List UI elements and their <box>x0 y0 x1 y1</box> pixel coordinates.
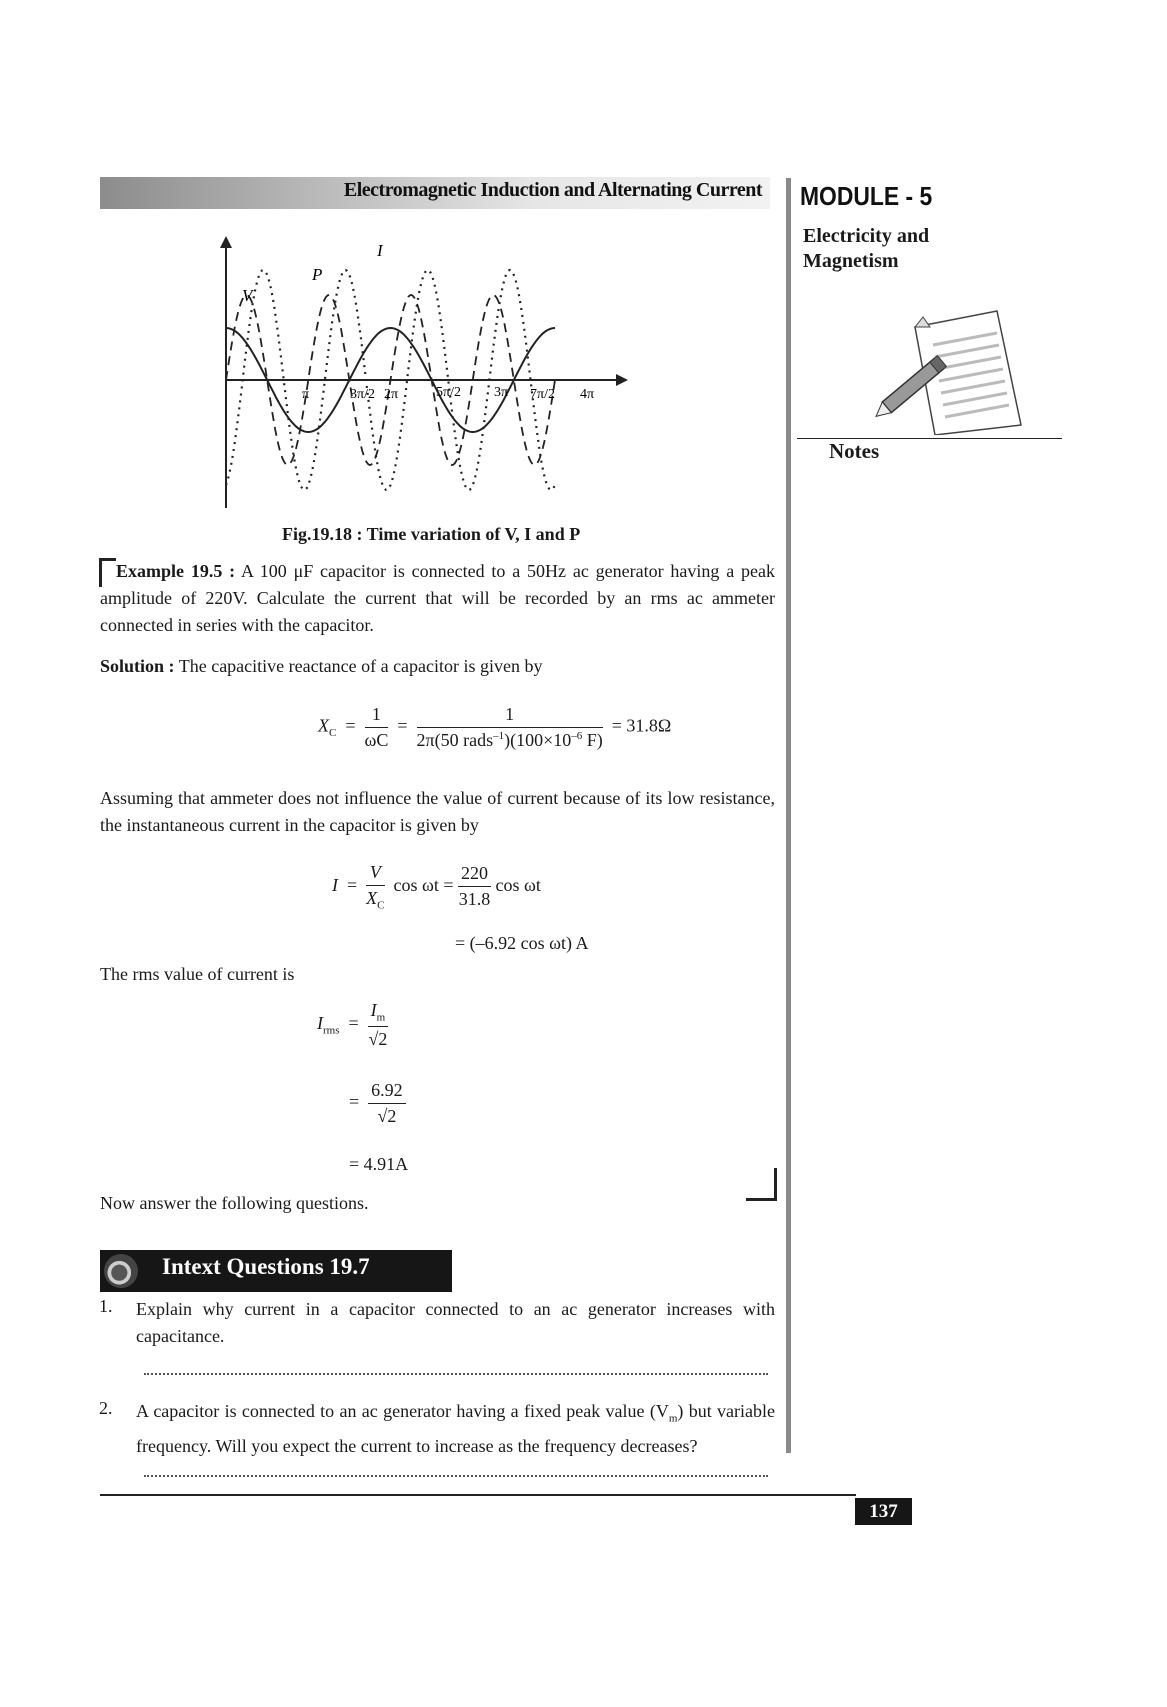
now-answer: Now answer the following questions. <box>100 1193 369 1213</box>
question-icon <box>104 1254 138 1288</box>
footer-rule <box>100 1494 856 1496</box>
solution-label: Solution : <box>100 656 175 676</box>
question-1-number: 1. <box>99 1296 113 1316</box>
tick-label-pi: π <box>302 387 310 402</box>
question-1-text: Explain why current in a capacitor connected to an ac generator increases with capacitance. <box>136 1299 775 1346</box>
eq2-tail: cos ωt <box>495 874 541 895</box>
tick-label-7pi-2: 7π/2 <box>530 387 555 402</box>
question-2-number: 2. <box>99 1398 113 1418</box>
module-subtitle-line1: Electricity and <box>803 225 930 247</box>
eq4-frac <box>368 1000 389 1050</box>
eq1-den-b: )(100×10 <box>504 730 572 750</box>
eq5-den: √2 <box>377 1106 397 1126</box>
example-paragraph <box>100 558 775 639</box>
eq2-frac1-num <box>366 862 384 886</box>
eq1-frac1-den: ωC <box>364 730 389 750</box>
eq4-lhs-sub: rms <box>323 1024 340 1037</box>
eq4-den: √2 <box>368 1028 388 1049</box>
example-label: Example 19.5 : <box>116 561 236 581</box>
current-equation: I = $\frac{V}{X_C}$ cos ωt = $\frac{220}{31.8}$ cos ωt <box>332 862 541 912</box>
eq1-den-a: 2π(50 rads <box>416 730 494 750</box>
eq2-lhs: I <box>332 874 338 895</box>
eq4-num <box>368 1000 389 1027</box>
eq1-den-c: F) <box>582 730 603 750</box>
label-i: I <box>377 241 383 260</box>
current-result: = (–6.92 cos ωt) A <box>455 933 589 953</box>
question-2-sub: m <box>668 1412 678 1425</box>
tick-label-3pi: 3π <box>494 385 509 400</box>
module-label: MODULE - 5 <box>800 181 933 211</box>
module-subtitle-line2: Magnetism <box>803 250 899 272</box>
rms-equation: $I_{rms}$ = $\frac{I_m}{√2}$ <box>317 1000 388 1049</box>
rms-intro: The rms value of current is <box>100 964 295 984</box>
solution-paragraph <box>100 653 775 680</box>
notes-pencil-icon <box>875 305 1025 435</box>
rms-result: = 4.91A <box>349 1154 409 1174</box>
eq4-num-i: I <box>370 1000 377 1020</box>
eq2-frac2-num: 220 <box>458 863 491 887</box>
module-subtitle <box>803 224 929 274</box>
eq2-frac2 <box>458 863 491 910</box>
notes-label: Notes <box>829 439 880 463</box>
eq1-result: = 31.8Ω <box>611 715 672 736</box>
running-header-title: Electromagnetic Induction and Alternating Current <box>343 179 762 201</box>
question-2-text-b: ) but variable frequency. Will you expect the current to increase as the frequency decreases? <box>136 1401 775 1456</box>
eq2-num-v: V <box>369 862 381 882</box>
vip-time-variation-plot <box>210 228 630 518</box>
solution-text: The capacitive reactance of a capacitor is given by <box>178 656 543 676</box>
tick-label-4pi: 4π <box>580 387 595 402</box>
eq1-den-sup1: –1 <box>493 730 505 742</box>
rms-step: = $\frac{6.92}{√2}$ <box>349 1080 406 1127</box>
margin-rule <box>786 178 791 1453</box>
eq1-frac2 <box>417 704 603 751</box>
tick-label-3pi-2: 3π/2 <box>350 387 375 402</box>
intext-questions-title: Intext Questions 19.7 <box>162 1254 370 1279</box>
eq4-lhs: I <box>317 1012 323 1033</box>
running-header <box>100 177 770 209</box>
eq2-frac2-den: 31.8 <box>458 889 491 910</box>
eq4-num-sub: m <box>376 1011 386 1024</box>
eq1-den-sup2: –6 <box>571 730 583 742</box>
example-text: A 100 μF capacitor is connected to a 50Hz ac generator having a peak amplitude of 220V. Calculate the current that will be recorded by an rms ac ammeter connected in series with the capacitor. <box>100 561 775 635</box>
answer-line-1[interactable] <box>144 1372 768 1375</box>
question-2-text <box>136 1398 775 1460</box>
eq2-den-x: X <box>366 888 378 908</box>
y-axis-arrow <box>220 236 232 248</box>
eq2-frac1-den <box>366 886 384 912</box>
x-axis-arrow <box>616 374 628 386</box>
label-v: V <box>242 286 253 305</box>
figure-caption: Fig.19.18 : Time variation of V, I and P <box>282 524 581 544</box>
eq1-frac1-num: 1 <box>365 704 389 728</box>
answer-line-2[interactable] <box>144 1474 768 1477</box>
eq1-frac2-num: 1 <box>417 704 603 728</box>
eq2-mid: cos ωt = <box>393 874 454 895</box>
question-2-text-a: A capacitor is connected to an ac generator having a fixed peak value (V <box>136 1401 669 1421</box>
tick-label-5pi-2: 5π/2 <box>436 385 461 400</box>
reactance-equation: $X_C$ = $\frac{1}{\omega C}$ = $\frac{1}{2\pi(50 rads^{-1})(100\times 10^{-6} F)}$ = 31.8Ω <box>318 704 672 750</box>
label-p: P <box>312 265 323 284</box>
eq1-frac1 <box>365 704 389 751</box>
eq2-frac1 <box>366 862 384 912</box>
tick-label-2pi: 2π <box>384 387 399 402</box>
eq1-frac2-den <box>417 728 603 751</box>
eq2-den-sub: C <box>377 899 385 912</box>
eq1-lhs: X <box>318 715 329 736</box>
assumption-paragraph: Assuming that ammeter does not influence the value of current because of its low resistance, the instantaneous current in the capacitor is given by <box>100 788 775 835</box>
eq1-lhs-sub: C <box>329 727 337 740</box>
page-number: 137 <box>855 1498 912 1525</box>
eq5-num: 6.92 <box>368 1080 406 1104</box>
eq5-frac <box>368 1080 406 1127</box>
